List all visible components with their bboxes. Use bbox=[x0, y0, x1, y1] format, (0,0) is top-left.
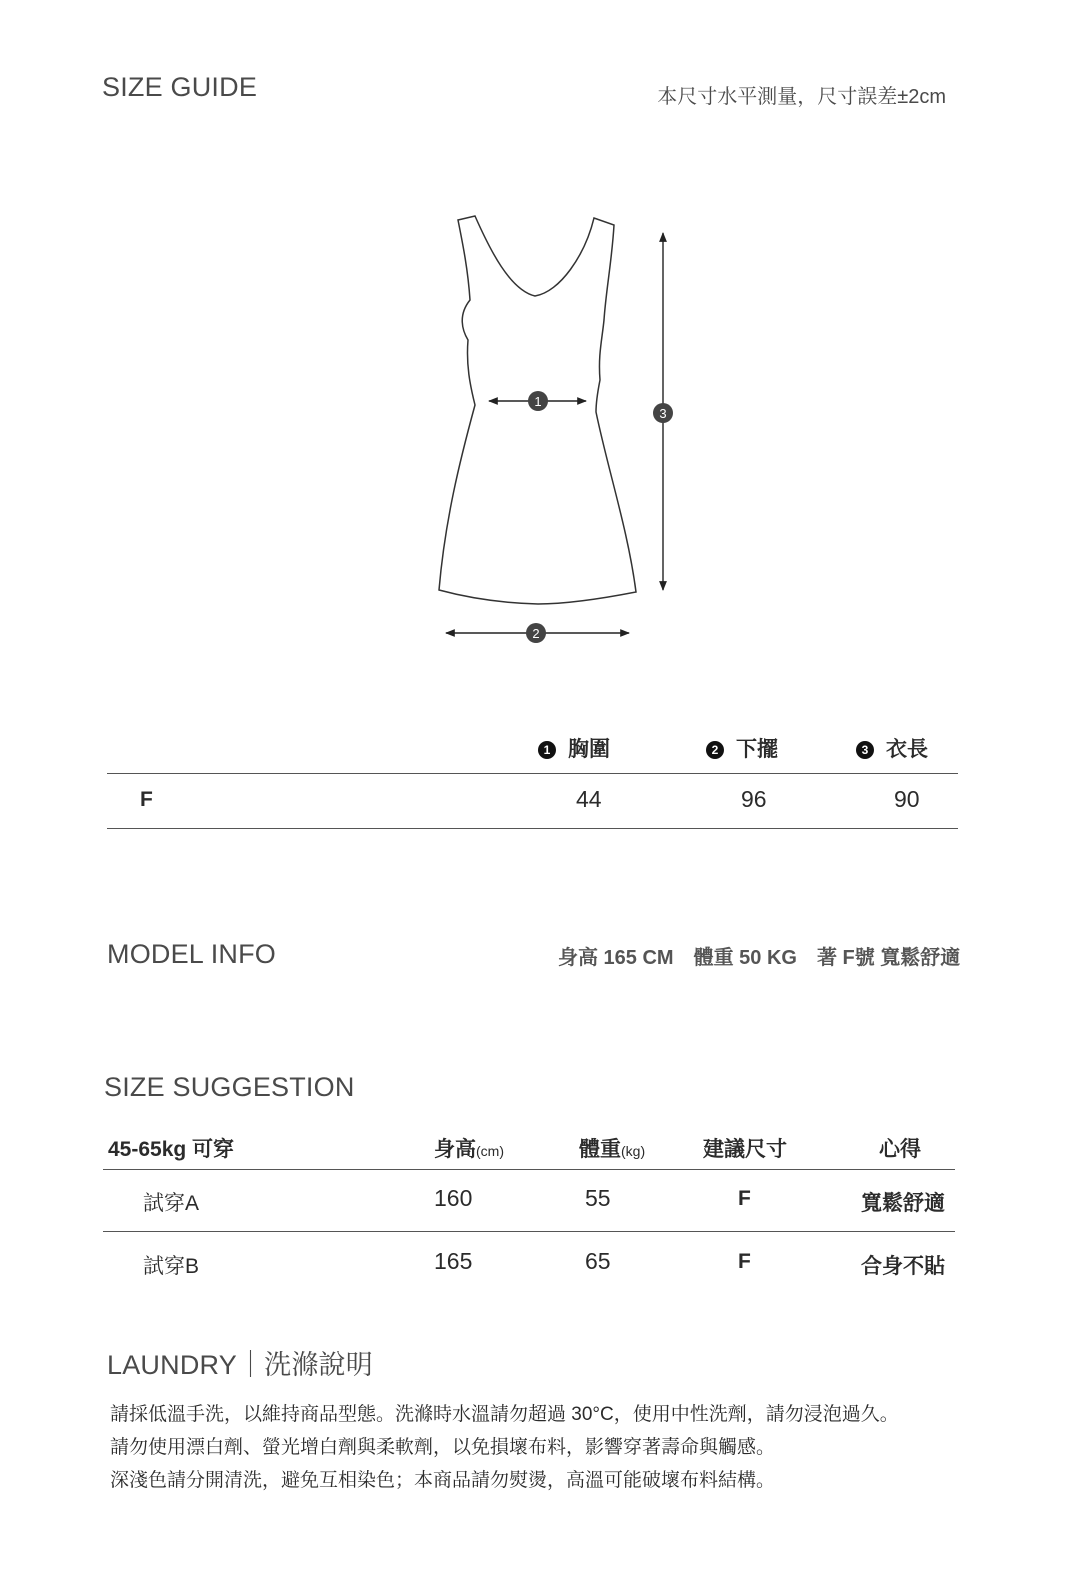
marker-2-label: 2 bbox=[532, 626, 540, 641]
length-value: 90 bbox=[894, 786, 920, 812]
header-height-label: 身高 bbox=[434, 1138, 476, 1161]
suggestion-range: 45-65kg 可穿 bbox=[108, 1138, 235, 1161]
size-suggestion-title: SIZE SUGGESTION bbox=[104, 1072, 355, 1102]
header-weight-unit: (kg) bbox=[621, 1143, 646, 1159]
col-header-chest bbox=[538, 733, 610, 763]
row-b-height: 165 bbox=[434, 1248, 473, 1274]
laundry-line-2: 請勿使用漂白劑、螢光增白劑與柔軟劑，以免損壞布料，影響穿著壽命與觸感。 bbox=[110, 1437, 776, 1458]
hem-value: 96 bbox=[741, 786, 767, 812]
badge-1: 1 bbox=[538, 741, 556, 759]
marker-1-label: 1 bbox=[534, 394, 542, 409]
suggestion-row-rule bbox=[103, 1231, 955, 1232]
row-b-weight: 65 bbox=[585, 1248, 611, 1274]
col-header-length bbox=[856, 733, 928, 763]
header-weight-label: 體重 bbox=[579, 1138, 621, 1161]
model-info-title: MODEL INFO bbox=[107, 939, 277, 969]
row-b-size: F bbox=[738, 1250, 751, 1273]
row-a-size: F bbox=[738, 1187, 751, 1210]
laundry-title: LAUNDRY｜洗滌說明 bbox=[107, 1350, 373, 1380]
dress-diagram bbox=[420, 205, 700, 655]
suggestion-header-rule bbox=[103, 1169, 955, 1170]
col-header-length-label: 衣長 bbox=[886, 738, 928, 761]
size-table-bottom-rule bbox=[107, 828, 958, 829]
row-a-height: 160 bbox=[434, 1185, 473, 1211]
chest-value: 44 bbox=[576, 786, 602, 812]
header-feeling: 心得 bbox=[879, 1138, 921, 1161]
row-b-name: 試穿B bbox=[143, 1255, 200, 1278]
laundry-line-3: 深淺色請分開清洗，避免互相染色；本商品請勿熨燙，高溫可能破壞布料結構。 bbox=[110, 1470, 776, 1491]
row-b-feeling: 合身不貼 bbox=[861, 1255, 945, 1278]
laundry-line-1: 請採低溫手洗，以維持商品型態。洗滌時水溫請勿超過 30°C，使用中性洗劑，請勿浸泡過久。 bbox=[110, 1404, 899, 1425]
header-height-unit: (cm) bbox=[476, 1143, 504, 1159]
header-height bbox=[434, 1133, 504, 1163]
badge-2: 2 bbox=[706, 741, 724, 759]
row-a-feeling: 寬鬆舒適 bbox=[861, 1192, 945, 1215]
measurement-note: 本尺寸水平測量，尺寸誤差±2cm bbox=[657, 86, 946, 108]
row-a-weight: 55 bbox=[585, 1185, 611, 1211]
model-info-details: 身高 165 CM 體重 50 KG 著 F號 寬鬆舒適 bbox=[558, 947, 961, 969]
size-table-top-rule bbox=[107, 773, 958, 774]
col-header-hem-label: 下擺 bbox=[736, 738, 778, 761]
header-size: 建議尺寸 bbox=[703, 1138, 787, 1161]
size-label: F bbox=[140, 788, 153, 811]
col-header-chest-label: 胸圍 bbox=[568, 738, 610, 761]
col-header-hem bbox=[706, 733, 778, 763]
row-a-name: 試穿A bbox=[143, 1192, 200, 1215]
header-weight bbox=[579, 1133, 645, 1163]
size-guide-title: SIZE GUIDE bbox=[102, 72, 258, 102]
badge-3: 3 bbox=[856, 741, 874, 759]
marker-3-label: 3 bbox=[659, 406, 667, 421]
laundry-instructions bbox=[110, 1403, 1010, 1502]
